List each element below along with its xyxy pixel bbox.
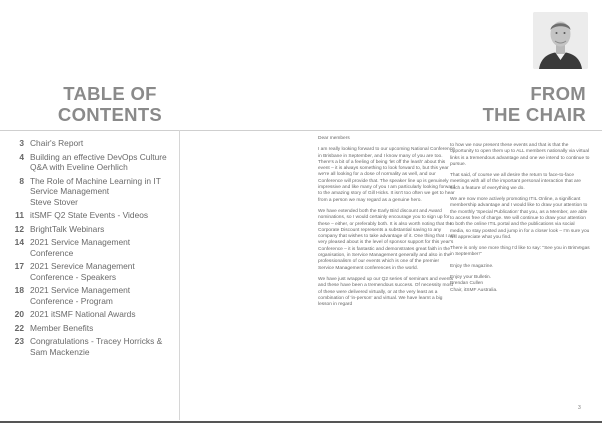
toc-heading-line1: TABLE OF <box>63 83 157 104</box>
letter-paragraph: Enjoy the magazine. <box>450 263 494 269</box>
chair-heading-line1: FROM <box>530 83 586 104</box>
toc-entry[interactable] <box>4 261 174 282</box>
toc-entry-title <box>30 224 104 235</box>
toc-entry-title <box>30 285 174 306</box>
toc-entry-title <box>30 309 136 320</box>
toc-entry[interactable] <box>4 176 174 208</box>
toc-entry-title-text: itSMF Q2 State Events - Videos <box>30 210 149 220</box>
toc-entry[interactable] <box>4 224 174 235</box>
toc-entry[interactable] <box>4 237 174 258</box>
toc-page-number: 18 <box>14 285 24 295</box>
letter-paragraph: That said, of course we all desire the return to face-to-face meetings with all of the important personal interaction that are such a feature of everything we do. <box>450 173 581 191</box>
chair-heading <box>446 83 586 125</box>
toc-entry-title-text: Building an effective DevOps Culture <box>30 151 167 162</box>
footer-rule <box>0 421 602 423</box>
toc-heading <box>40 83 180 125</box>
toc-entry[interactable] <box>4 309 174 320</box>
toc-entry-title-text: Chair's Report <box>30 138 84 148</box>
toc-entry-title <box>30 261 174 282</box>
letter-paragraph: We have just wrapped up our Q2 series of seminars and events and these have been a tremendous success. Of necessity most of these were delivered virtually, or at the very least as a combination of 'in-person' and virtual. We have learnt a big lesson in regard <box>318 276 454 308</box>
toc-page-number: 4 <box>19 151 24 162</box>
toc-entry[interactable] <box>4 138 174 149</box>
toc-entry-subtitle: Q&A with Eveline Oerhlich <box>30 162 128 172</box>
toc-entry-title-text: The Role of Machine Learning in IT Service Management <box>30 175 161 196</box>
toc-page-number: 23 <box>14 336 24 346</box>
portrait-image <box>533 12 588 69</box>
letter-paragraph: We are now more actively promoting ITIL Online, a significant membership advantage and I would like to draw your attention to the monthly 'Special Publication' that you, as a Member, are able to access free of charge. We will continue to draw your attention to both the online ITIL portal and the publications via social media, so stay posted and jump in for a closer look – I'm sure you will appreciate what you find. <box>450 197 590 240</box>
chair-portrait <box>533 12 588 69</box>
toc-entry-title-text: Member Benefits <box>30 322 94 333</box>
header-divider <box>0 130 602 131</box>
column-divider <box>179 130 180 420</box>
letter-paragraph: Dear members <box>318 136 350 141</box>
toc-entry-subtitle: Steve Stover <box>30 196 78 207</box>
toc-page-number: 22 <box>14 322 24 333</box>
toc-entry-title <box>30 210 148 221</box>
toc-page-number: 3 <box>19 138 24 148</box>
toc-entry-title-text: Congratulations - Tracey Horricks & Sam Mackenzie <box>30 336 163 357</box>
toc-entry-title-text: 2021 Service Management Conference <box>30 237 131 258</box>
toc-entry-title <box>30 336 174 357</box>
letter-column-1 <box>318 136 456 313</box>
letter-paragraph: There is only one more thing I'd like to say: "See you in BrisVegas in September!" <box>450 246 590 258</box>
toc-page-number: 14 <box>14 237 24 247</box>
toc-page-number: 20 <box>14 309 24 319</box>
toc-list <box>4 138 174 360</box>
toc-entry-title-text: 2021 Service Management Conference - Program <box>30 285 131 306</box>
toc-entry-title <box>30 323 93 334</box>
toc-heading-line2: CONTENTS <box>57 104 163 125</box>
toc-entry-title <box>30 138 83 149</box>
letter-paragraph: I am really looking forward to our upcoming National Conference in Brisbane in September, and I know many of you are too. There's a bit of a feeling of being 'let off the leash' about this event – it is always something to look forward to, but this year we're all looking for a dose of normality as well, and our Conference will provide that. The speaker line up is genuinely impressive and like many of you I am particularly looking forward to the amazing story of Gill Hicks. It isn't too often we get to hear from a person we may regard as a genuine hero. <box>318 147 456 203</box>
letter-paragraph: Enjoy your Bulletin. Brendan Cullen Chair, itSMF Australia. <box>450 275 498 293</box>
toc-entry[interactable] <box>4 210 174 221</box>
toc-entry-title <box>30 152 167 173</box>
toc-entry-title-text: 2021 itSMF National Awards <box>30 309 136 319</box>
toc-entry[interactable] <box>4 152 174 173</box>
toc-entry-title <box>30 237 174 258</box>
toc-entry-title-text: BrightTalk Webinars <box>30 223 105 234</box>
toc-page-number: 11 <box>15 210 24 220</box>
toc-entry-title-text: 2021 Serevice Management Conference - Speakers <box>30 261 135 282</box>
chair-heading-line2: THE CHAIR <box>482 104 586 125</box>
page-number: 3 <box>578 405 581 411</box>
toc-entry-title <box>30 176 174 208</box>
toc-page-number: 8 <box>19 175 24 186</box>
toc-entry[interactable] <box>4 285 174 306</box>
toc-entry[interactable] <box>4 323 174 334</box>
letter-paragraph: We have extended both the Early Bird discount and Award nominations, so I would certainly encourage you to sign up for these – either, or preferably both. It is also worth noting that the Corporate Discount represents a substantial saving to any company that wishes to take advantage of it. One thing that I am very pleased about is the level of sponsor support for this year's Conference – it is fantastic and demonstrates great faith in the organisation, in Service Management generally and also in the professionalism of our events which is one of the premier Service Management conferences in the world. <box>318 208 455 271</box>
toc-entry[interactable] <box>4 336 174 357</box>
letter-paragraph: to how we now present these events and that is that the opportunity to open them up to ALL members nationally via virtual links is a tremendous advantage and one we intend to continue to pursue. <box>450 143 590 167</box>
letter-column-2 <box>450 143 590 299</box>
toc-page-number: 12 <box>14 223 24 234</box>
toc-page-number: 17 <box>14 261 24 271</box>
